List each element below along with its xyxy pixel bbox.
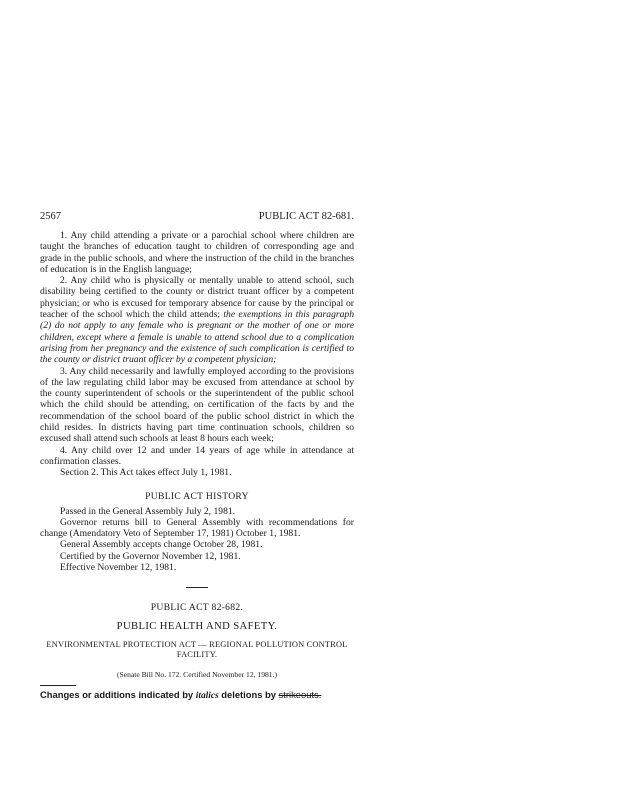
paragraph-3: 3. Any child necessarily and lawfully employed according to the provisions of the law regulating child labor may be excused from attendance at school by the county superintendent of schools or the superintendent of the public school which the child should be attending, on certification of the facts by and the recommendation of the school board of the public school district in which the child resides. In districts having part time continuation schools, children so excused shall attend such schools at least 8 hours each week; <box>40 365 354 445</box>
history-accepts: General Assembly accepts change October 28, 1981. <box>60 539 263 551</box>
act-reference: PUBLIC ACT 82-681. <box>258 211 354 222</box>
history-block <box>40 506 354 574</box>
page-number: 2567 <box>40 211 61 222</box>
history-effective: Effective November 12, 1981. <box>60 562 177 574</box>
footnote <box>40 689 354 701</box>
history-title: PUBLIC ACT HISTORY <box>145 490 249 502</box>
page-header <box>40 210 354 224</box>
history-certified: Certified by the Governor November 12, 1981. <box>60 550 241 562</box>
footnote-divider <box>40 685 76 686</box>
history-returned: Governor returns bill to General Assembly with recommendations for change (Amendatory Veto of September 17, 1981) October 1, 1981. <box>40 516 354 540</box>
next-act-name: ENVIRONMENTAL PROTECTION ACT — REGIONAL POLLUTION CONTROL FACILITY. <box>46 640 348 660</box>
paragraph-2-added-text: the exemptions in this paragraph (2) do not apply to any female who is pregnant or the mother of one or more children, except where a female is unable to attend school due to a complication arising from her pregnancy and the existence of such complication is certified to the county or district truant officer by a competent physician; <box>40 309 354 366</box>
bill-citation: (Senate Bill No. 172. Certified November 12, 1981.) <box>116 670 278 680</box>
document-page <box>40 210 354 701</box>
history-passed: Passed in the General Assembly July 2, 1981. <box>60 505 236 517</box>
footnote-mid: deletions by <box>221 689 276 701</box>
footnote-italic-word: italics <box>195 691 219 702</box>
paragraph-4: 4. Any child over 12 and under 14 years of age while in attendance at confirmation classes. <box>40 444 354 467</box>
next-act-subject: PUBLIC HEALTH AND SAFETY. <box>116 621 278 633</box>
footnote-prefix: Changes or additions indicated by <box>40 689 194 701</box>
section-divider <box>186 587 208 588</box>
footnote-strike-word: strikeouts. <box>278 689 322 701</box>
paragraph-1: 1. Any child attending a private or a parochial school where children are taught the branches of education taught to children of corresponding age and grade in the public schools, and where the instruction of the child in the branches of education is in the English language; <box>40 230 354 275</box>
statute-body <box>40 230 354 479</box>
paragraph-2-text: 2. Any child who is physically or mentally unable to attend school, such disability being certified to the county or district truant officer by a competent physician; or who is excused for temporary absence for cause by the principal or teacher of the school which the child attends; <box>40 275 354 321</box>
next-act-title: PUBLIC ACT 82-682. <box>150 602 244 614</box>
paragraph-2 <box>40 275 354 365</box>
section-2: Section 2. This Act takes effect July 1, 1981. <box>60 467 232 479</box>
